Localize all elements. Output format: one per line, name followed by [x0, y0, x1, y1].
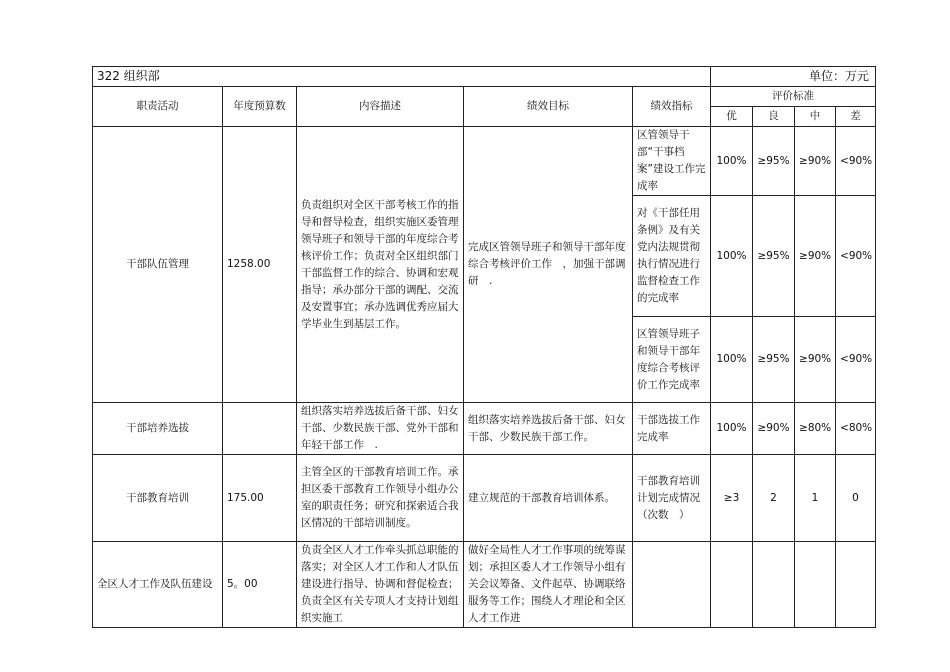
good-cell: ≥90%	[753, 403, 795, 455]
content-cell: 组织落实培养选拔后备干部、妇女干部、少数民族干部、党外干部和年轻干部工作 .	[297, 403, 464, 455]
table-row	[93, 403, 876, 455]
medium-cell: ≥90%	[795, 127, 836, 196]
header-goal: 绩效目标	[464, 87, 633, 127]
poor-cell: <90%	[836, 127, 876, 196]
indicator-cell: 区管领导干部“干事档案”建设工作完成率	[633, 127, 711, 196]
activity-cell: 干部教育培训	[93, 455, 223, 542]
excellent-cell: 100%	[711, 403, 753, 455]
header-activity: 职责活动	[93, 87, 223, 127]
header-poor: 差	[836, 107, 876, 127]
good-cell	[753, 542, 795, 628]
excellent-cell: ≥3	[711, 455, 753, 542]
excellent-cell: 100%	[711, 127, 753, 196]
budget-cell: 5。00	[223, 542, 297, 628]
indicator-cell: 干部选拔工作完成率	[633, 403, 711, 455]
header-budget: 年度预算数	[223, 87, 297, 127]
table-row	[93, 542, 876, 628]
table-row	[93, 455, 876, 542]
goal-cell: 建立规范的干部教育培训体系。	[464, 455, 633, 542]
header-indicator: 绩效指标	[633, 87, 711, 127]
budget-cell: 1258.00	[223, 127, 297, 403]
unit-label: 单位：万元	[711, 67, 876, 87]
good-cell: 2	[753, 455, 795, 542]
header-row	[93, 87, 876, 107]
title-row	[93, 67, 876, 87]
indicator-cell: 区管领导班子和领导干部年度综合考核评价工作完成率	[633, 317, 711, 403]
goal-cell: 做好全局性人才工作事项的统筹谋划；承担区委人才工作领导小组有关会议筹备、文件起草、协调联络服务等工作；围绕人才理论和全区人才工作进	[464, 542, 633, 628]
medium-cell: ≥90%	[795, 317, 836, 403]
excellent-cell: 100%	[711, 196, 753, 317]
header-good: 良	[753, 107, 795, 127]
table-row	[93, 127, 876, 196]
indicator-cell: 对《干部任用条例》及有关党内法规贯彻执行情况进行监督检查工作的完成率	[633, 196, 711, 317]
header-content: 内容描述	[297, 87, 464, 127]
header-criteria: 评价标准	[711, 87, 876, 107]
medium-cell: 1	[795, 455, 836, 542]
content-cell: 负责全区人才工作牵头抓总职能的落实；对全区人才工作和人才队伍建设进行指导、协调和督促检查；负责全区有关专项人才支持计划组织实施工	[297, 542, 464, 628]
content-cell: 负责组织对全区干部考核工作的指导和督导检查，组织实施区委管理领导班子和领导干部的年度综合考核评价工作；负责对全区组织部门干部监督工作的综合、协调和宏观指导；承办部分干部的调配、交流及安置事宜；承办选调优秀应届大学毕业生到基层工作。	[297, 127, 464, 403]
poor-cell: <80%	[836, 403, 876, 455]
medium-cell: ≥80%	[795, 403, 836, 455]
poor-cell	[836, 542, 876, 628]
budget-cell	[223, 403, 297, 455]
content-cell: 主管全区的干部教育培训工作。承担区委干部教育工作领导小组办公室的职责任务；研究和探索适合我区情况的干部培训制度。	[297, 455, 464, 542]
good-cell: ≥95%	[753, 317, 795, 403]
goal-cell: 组织落实培养选拔后备干部、妇女干部、少数民族干部工作。	[464, 403, 633, 455]
medium-cell: ≥90%	[795, 196, 836, 317]
activity-cell: 干部队伍管理	[93, 127, 223, 403]
good-cell: ≥95%	[753, 127, 795, 196]
excellent-cell: 100%	[711, 317, 753, 403]
header-medium: 中	[795, 107, 836, 127]
indicator-cell: 干部教育培训计划完成情况（次数 ）	[633, 455, 711, 542]
medium-cell	[795, 542, 836, 628]
poor-cell: <90%	[836, 317, 876, 403]
poor-cell: <90%	[836, 196, 876, 317]
indicator-cell	[633, 542, 711, 628]
header-excellent: 优	[711, 107, 753, 127]
budget-cell: 175.00	[223, 455, 297, 542]
good-cell: ≥95%	[753, 196, 795, 317]
budget-table	[92, 66, 876, 628]
excellent-cell	[711, 542, 753, 628]
activity-cell: 全区人才工作及队伍建设	[93, 542, 223, 628]
goal-cell: 完成区管领导班子和领导干部年度综合考核评价工作 ，加强干部调研 .	[464, 127, 633, 403]
activity-cell: 干部培养选拔	[93, 403, 223, 455]
poor-cell: 0	[836, 455, 876, 542]
page-title: 322 组织部	[93, 67, 711, 87]
